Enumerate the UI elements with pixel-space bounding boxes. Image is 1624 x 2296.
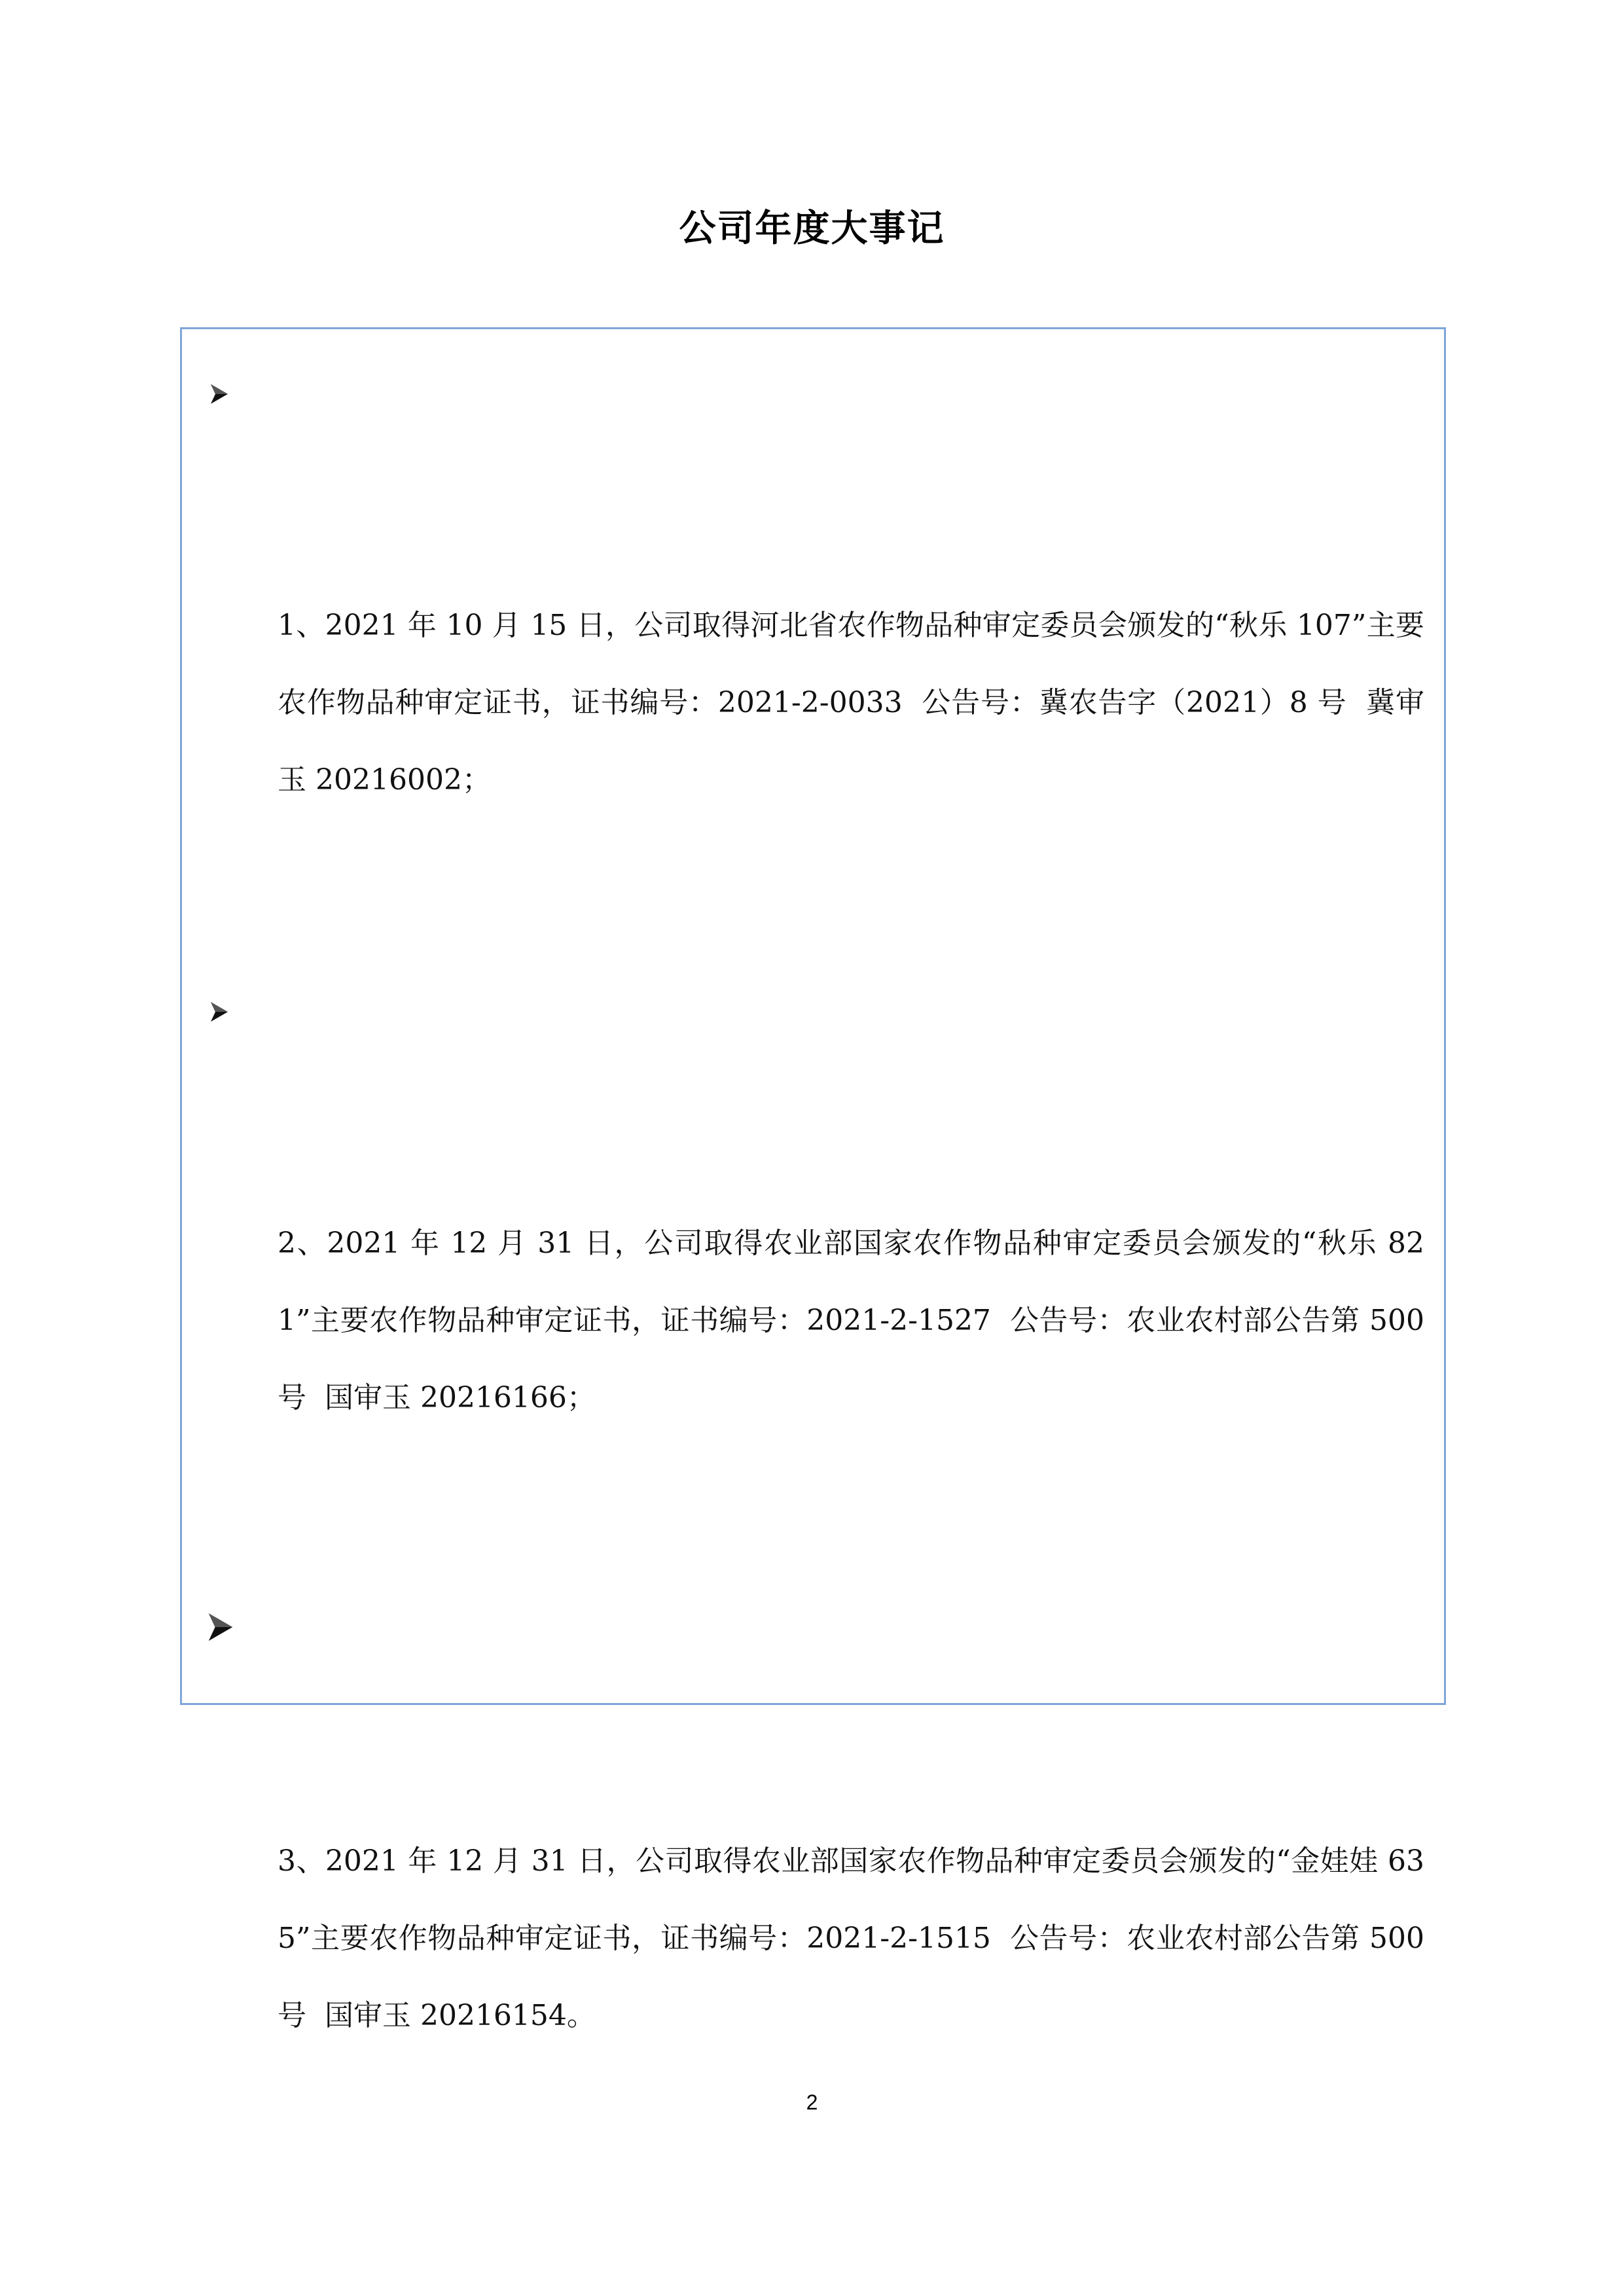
event-text: 3、2021 年 12 月 31 日，公司取得农业部国家农作物品种审定委员会颁发的“金娃娃 635”主要农作物品种审定证书，证书编号：2021-2-1515 公告号：农业农村部公告第 500 号 国审玉 20216154。 [278, 1844, 1434, 2032]
event-list [200, 355, 1434, 2209]
arrowhead-bullet-icon [207, 1611, 234, 1643]
arrowhead-bullet-icon [209, 383, 229, 405]
event-item-1 [200, 355, 1424, 973]
event-text: 1、2021 年 10 月 15 日，公司取得河北省农作物品种审定委员会颁发的“秋乐 107”主要农作物品种审定证书，证书编号：2021-2-0033 公告号：冀农告字（2021）8 号 冀审玉 20216002； [278, 609, 1424, 797]
page-number: 2 [806, 2090, 818, 2114]
event-item-2 [200, 973, 1434, 1591]
arrowhead-bullet-icon [209, 1001, 229, 1023]
events-box [180, 327, 1446, 2032]
event-text: 2、2021 年 12 月 31 日，公司取得农业部国家农作物品种审定委员会颁发的“秋乐 821”主要农作物品种审定证书，证书编号：2021-2-1527 公告号：农业农村部公告第 500 号 国审玉 20216166； [278, 1227, 1434, 1414]
page-title: 公司年度大事记 [679, 207, 945, 250]
